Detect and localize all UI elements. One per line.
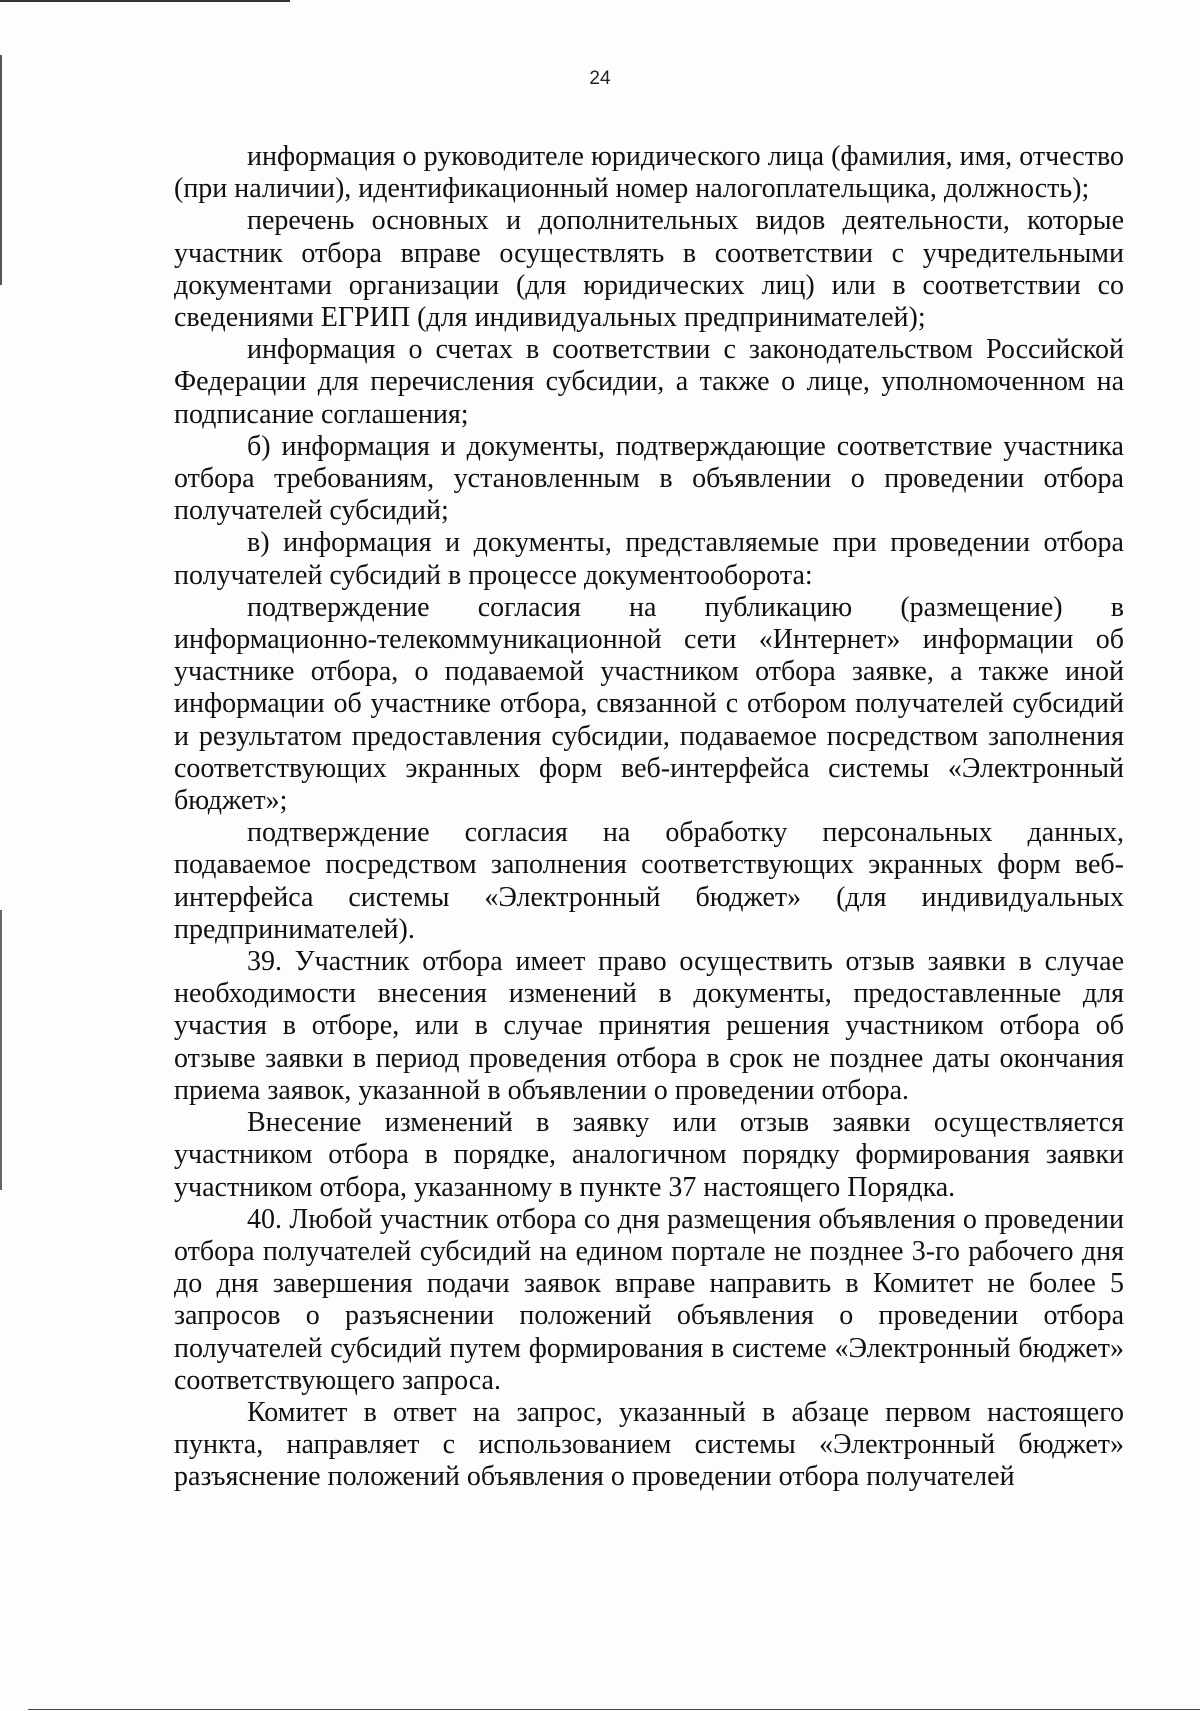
paragraph: 39. Участник отбора имеет право осуществить отзыв заявки в случае необходимости внесения изменений в документы, предоставленные для участия в отборе, или в случае принятия решения участником отбора об отзыве заявки в период проведения отбора в срок не позднее даты окончания приема заявок, указанной в объявлении о проведении отбора. <box>174 946 1124 1106</box>
paragraph: Комитет в ответ на запрос, указанный в абзаце первом настоящего пункта, направляет с использованием системы «Электронный бюджет» разъяснение положений объявления о проведении отбора получателей <box>174 1396 1124 1493</box>
paragraph: информация о руководителе юридического лица (фамилия, имя, отчество (при наличии), идентификационный номер налогоплательщика, должность); <box>174 141 1124 205</box>
paragraph: Внесение изменений в заявку или отзыв заявки осуществляется участником отбора в порядке, аналогичном порядку формирования заявки участником отбора, указанному в пункте 37 настоящего Порядка. <box>174 1107 1124 1203</box>
scan-edge-left-lower <box>0 910 2 1190</box>
paragraph: б) информация и документы, подтверждающие соответствие участника отбора требованиям, установленным в объявлении о проведении отбора получателей субсидий; <box>174 430 1124 527</box>
paragraph: 40. Любой участник отбора со дня размещения объявления о проведении отбора получателей субсидий на едином портале не позднее 3-го рабочего дня до дня завершения подачи заявок вправе направить в Комитет не более 5 запросов о разъяснении положений объявления о проведении отбора получателей субсидий путем формирования в системе «Электронный бюджет» соответствующего запроса. <box>174 1203 1124 1396</box>
document-body <box>174 141 1124 1494</box>
page-number: 24 <box>589 68 611 89</box>
paragraph: перечень основных и дополнительных видов деятельности, которые участник отбора вправе осуществлять в соответствии с учредительными документами организации (для юридических лиц) или в соответствии со сведениями ЕГРИП (для индивидуальных предпринимателей); <box>174 205 1124 334</box>
paragraph: информация о счетах в соответствии с законодательством Российской Федерации для перечисления субсидии, а также о лице, уполномоченном на подписание соглашения; <box>174 334 1124 430</box>
paragraph: подтверждение согласия на обработку персональных данных, подаваемое посредством заполнения соответствующих экранных форм веб-интерфейса системы «Электронный бюджет» (для индивидуальных предпринимателей). <box>174 817 1124 945</box>
scan-edge-top <box>0 0 290 2</box>
scan-edge-bottom <box>28 1709 1200 1710</box>
paragraph: в) информация и документы, представляемые при проведении отбора получателей субсидий в процессе документооборота: <box>174 527 1124 591</box>
paragraph: подтверждение согласия на публикацию (размещение) в информационно-телекоммуникационной сети «Интернет» информации об участнике отбора, о подаваемой участником отбора заявке, а также иной информации об участнике отбора, связанной с отбором получателей субсидий и результатом предоставления субсидии, подаваемое посредством заполнения соответствующих экранных форм веб-интерфейса системы «Электронный бюджет»; <box>174 591 1124 817</box>
